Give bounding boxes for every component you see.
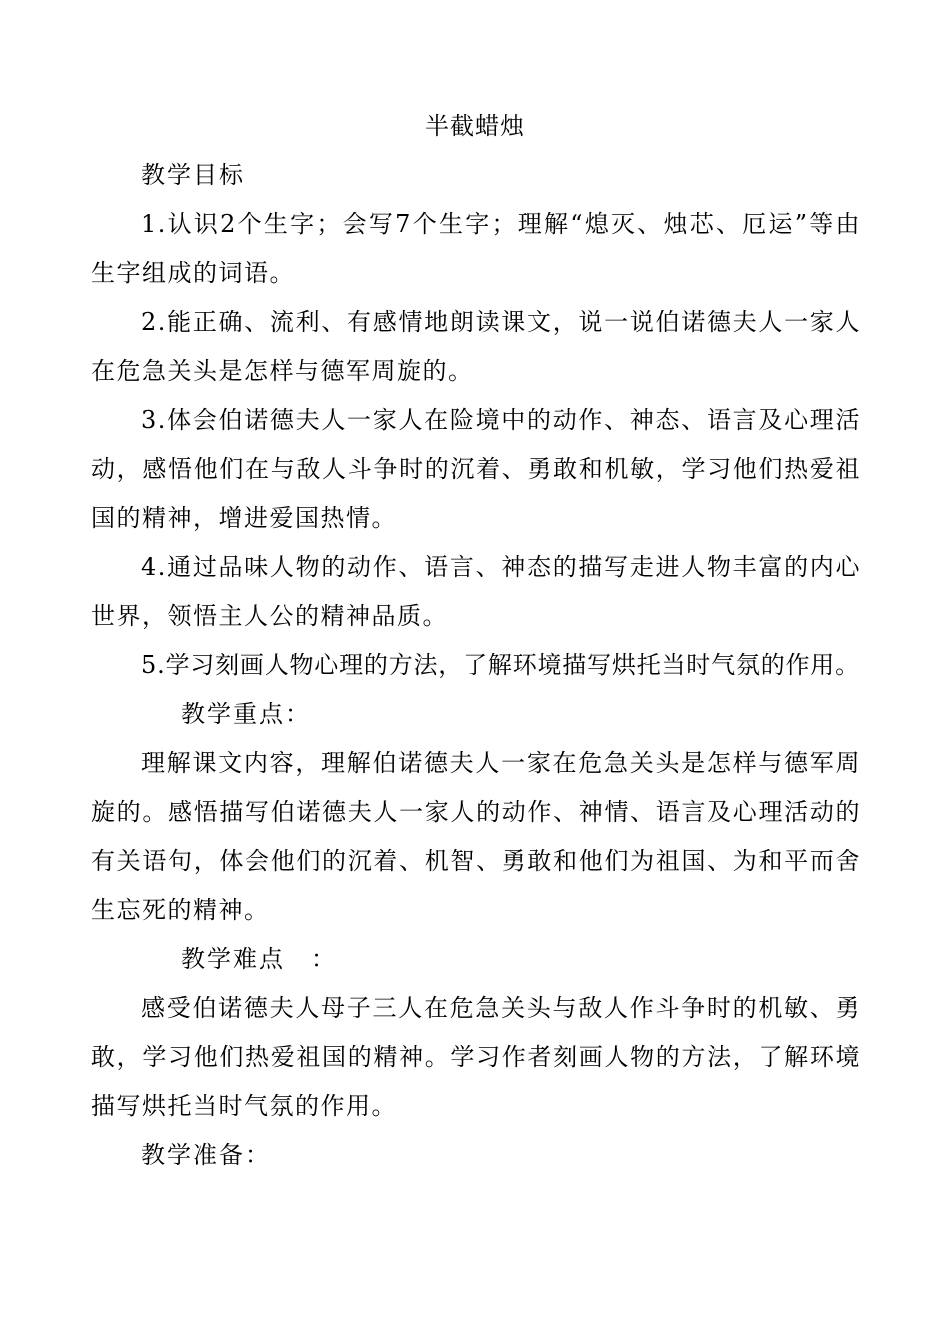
difficult-points-text: 感受伯诺德夫人母子三人在危急关头与敌人作斗争时的机敏、勇敢，学习他们热爱祖国的精神。学习作者刻画人物的方法，了解环境描写烘托当时气氛的作用。 — [91, 994, 861, 1120]
key-points-text: 理解课文内容，理解伯诺德夫人一家在危急关头是怎样与德军周旋的。感悟描写伯诺德夫人一家人的动作、神情、语言及心理活动的有关语句，体会他们的沉着、机智、勇敢和他们为祖国、为和平而舍生忘死的精神。 — [91, 749, 861, 924]
difficult-points-heading: 教学难点 ： — [181, 945, 337, 973]
objective-item-2: 2.能正确、流利、有感情地朗读课文，说一说伯诺德夫人一家人在危急关头是怎样与德军周旋的。 — [91, 308, 861, 385]
objective-item-1: 1.认识2个生字；会写7个生字；理解“熄灭、烛芯、厄运”等由生字组成的词语。 — [91, 210, 861, 287]
objective-item-4: 4.通过品味人物的动作、语言、神态的描写走进人物丰富的内心世界，领悟主人公的精神品质。 — [91, 553, 861, 630]
document-title: 半截蜡烛 — [425, 112, 525, 140]
objectives-heading: 教学目标 — [141, 161, 245, 189]
objective-item-3: 3.体会伯诺德夫人一家人在险境中的动作、神态、语言及心理活动，感悟他们在与敌人斗争时的沉着、勇敢和机敏，学习他们热爱祖国的精神，增进爱国热情。 — [91, 406, 861, 532]
objective-item-5: 5.学习刻画人物心理的方法，了解环境描写烘托当时气氛的作用。 — [141, 651, 860, 679]
key-points-heading: 教学重点： — [181, 700, 311, 728]
preparation-heading: 教学准备： — [141, 1141, 271, 1169]
